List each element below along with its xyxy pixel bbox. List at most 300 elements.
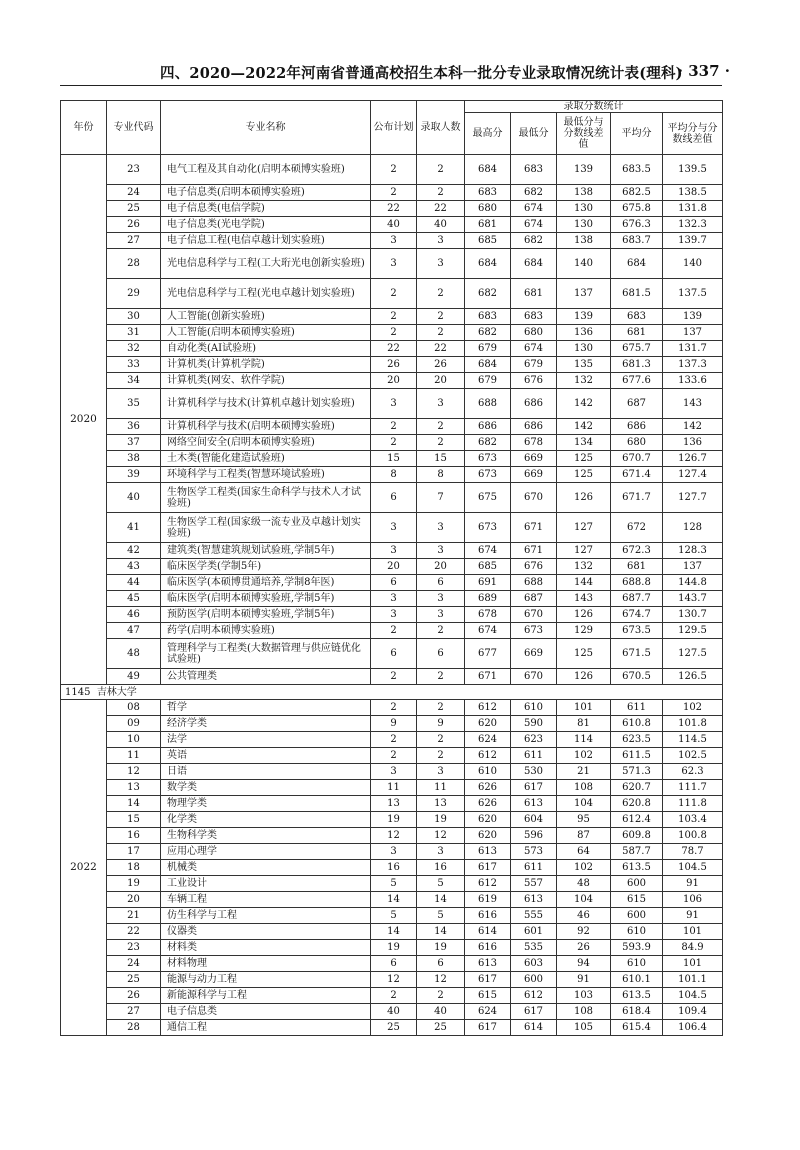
min-diff-cell: 108 bbox=[557, 1004, 611, 1020]
admitted-cell: 12 bbox=[417, 828, 465, 844]
min-diff-cell: 104 bbox=[557, 796, 611, 812]
name-cell: 电子信息类(电信学院) bbox=[161, 201, 371, 217]
min-diff-cell: 48 bbox=[557, 876, 611, 892]
plan-cell: 2 bbox=[371, 155, 417, 185]
avg-diff-cell: 91 bbox=[663, 908, 723, 924]
plan-cell: 5 bbox=[371, 876, 417, 892]
name-cell: 计算机类(计算机学院) bbox=[161, 357, 371, 373]
table-row bbox=[61, 233, 723, 249]
min-cell: 674 bbox=[511, 217, 557, 233]
avg-cell: 680 bbox=[611, 435, 663, 451]
min-diff-cell: 142 bbox=[557, 389, 611, 419]
avg-diff-cell: 101 bbox=[663, 924, 723, 940]
min-cell: 670 bbox=[511, 607, 557, 623]
admitted-cell: 19 bbox=[417, 940, 465, 956]
plan-cell: 26 bbox=[371, 357, 417, 373]
max-cell: 682 bbox=[465, 279, 511, 309]
table-row bbox=[61, 483, 723, 513]
min-diff-cell: 125 bbox=[557, 451, 611, 467]
plan-cell: 2 bbox=[371, 419, 417, 435]
max-cell: 688 bbox=[465, 389, 511, 419]
avg-diff-cell: 131.7 bbox=[663, 341, 723, 357]
max-cell: 673 bbox=[465, 467, 511, 483]
plan-cell: 8 bbox=[371, 467, 417, 483]
min-diff-cell: 91 bbox=[557, 972, 611, 988]
min-diff-cell: 138 bbox=[557, 185, 611, 201]
max-cell: 617 bbox=[465, 860, 511, 876]
table-row bbox=[61, 639, 723, 669]
max-cell: 678 bbox=[465, 607, 511, 623]
min-diff-cell: 26 bbox=[557, 940, 611, 956]
max-cell: 613 bbox=[465, 956, 511, 972]
avg-cell: 612.4 bbox=[611, 812, 663, 828]
avg-cell: 675.8 bbox=[611, 201, 663, 217]
avg-diff-cell: 102.5 bbox=[663, 748, 723, 764]
max-cell: 673 bbox=[465, 513, 511, 543]
avg-diff-cell: 129.5 bbox=[663, 623, 723, 639]
admitted-cell: 3 bbox=[417, 844, 465, 860]
max-cell: 671 bbox=[465, 669, 511, 685]
max-cell: 686 bbox=[465, 419, 511, 435]
avg-diff-cell: 126.5 bbox=[663, 669, 723, 685]
code-cell: 12 bbox=[107, 764, 161, 780]
avg-diff-cell: 84.9 bbox=[663, 940, 723, 956]
plan-cell: 22 bbox=[371, 201, 417, 217]
min-cell: 688 bbox=[511, 575, 557, 591]
admitted-cell: 40 bbox=[417, 1004, 465, 1020]
min-cell: 623 bbox=[511, 732, 557, 748]
min-diff-cell: 130 bbox=[557, 201, 611, 217]
col-name-header: 专业名称 bbox=[161, 101, 371, 155]
name-cell: 通信工程 bbox=[161, 1020, 371, 1036]
col-admitted-header: 录取人数 bbox=[417, 101, 465, 155]
plan-cell: 25 bbox=[371, 1020, 417, 1036]
plan-cell: 5 bbox=[371, 908, 417, 924]
name-cell: 预防医学(启明本硕博实验班,学制5年) bbox=[161, 607, 371, 623]
plan-cell: 3 bbox=[371, 249, 417, 279]
section-2020 bbox=[61, 155, 723, 685]
avg-diff-cell: 111.8 bbox=[663, 796, 723, 812]
plan-cell: 14 bbox=[371, 892, 417, 908]
admitted-cell: 25 bbox=[417, 1020, 465, 1036]
plan-cell: 6 bbox=[371, 639, 417, 669]
admitted-cell: 5 bbox=[417, 908, 465, 924]
avg-diff-cell: 62.3 bbox=[663, 764, 723, 780]
avg-diff-cell: 100.8 bbox=[663, 828, 723, 844]
avg-diff-cell: 127.5 bbox=[663, 639, 723, 669]
name-cell: 自动化类(AI试验班) bbox=[161, 341, 371, 357]
min-diff-cell: 127 bbox=[557, 543, 611, 559]
plan-cell: 19 bbox=[371, 940, 417, 956]
code-cell: 24 bbox=[107, 185, 161, 201]
table-row bbox=[61, 748, 723, 764]
table-row bbox=[61, 341, 723, 357]
avg-diff-cell: 101.1 bbox=[663, 972, 723, 988]
min-cell: 684 bbox=[511, 249, 557, 279]
avg-diff-cell: 103.4 bbox=[663, 812, 723, 828]
avg-diff-cell: 104.5 bbox=[663, 860, 723, 876]
code-cell: 14 bbox=[107, 796, 161, 812]
name-cell: 机械类 bbox=[161, 860, 371, 876]
name-cell: 能源与动力工程 bbox=[161, 972, 371, 988]
avg-cell: 571.3 bbox=[611, 764, 663, 780]
section-2022 bbox=[61, 700, 723, 1036]
avg-cell: 615.4 bbox=[611, 1020, 663, 1036]
plan-cell: 3 bbox=[371, 513, 417, 543]
min-diff-cell: 126 bbox=[557, 669, 611, 685]
plan-cell: 2 bbox=[371, 623, 417, 639]
avg-cell: 672 bbox=[611, 513, 663, 543]
avg-diff-cell: 101.8 bbox=[663, 716, 723, 732]
name-cell: 生物医学工程类(国家生命科学与技术人才试验班) bbox=[161, 483, 371, 513]
min-diff-cell: 137 bbox=[557, 279, 611, 309]
max-cell: 620 bbox=[465, 716, 511, 732]
avg-cell: 623.5 bbox=[611, 732, 663, 748]
code-cell: 32 bbox=[107, 341, 161, 357]
min-diff-cell: 134 bbox=[557, 435, 611, 451]
min-cell: 679 bbox=[511, 357, 557, 373]
max-cell: 620 bbox=[465, 828, 511, 844]
code-cell: 38 bbox=[107, 451, 161, 467]
min-cell: 678 bbox=[511, 435, 557, 451]
name-cell: 电子信息类 bbox=[161, 1004, 371, 1020]
min-cell: 613 bbox=[511, 796, 557, 812]
admitted-cell: 6 bbox=[417, 956, 465, 972]
code-cell: 22 bbox=[107, 924, 161, 940]
admitted-cell: 2 bbox=[417, 669, 465, 685]
table-row bbox=[61, 764, 723, 780]
admitted-cell: 6 bbox=[417, 575, 465, 591]
name-cell: 生物科学类 bbox=[161, 828, 371, 844]
min-cell: 673 bbox=[511, 623, 557, 639]
min-cell: 614 bbox=[511, 1020, 557, 1036]
min-diff-cell: 130 bbox=[557, 341, 611, 357]
table-row bbox=[61, 435, 723, 451]
plan-cell: 14 bbox=[371, 924, 417, 940]
avg-cell: 670.5 bbox=[611, 669, 663, 685]
table-row bbox=[61, 591, 723, 607]
plan-cell: 2 bbox=[371, 309, 417, 325]
min-diff-cell: 114 bbox=[557, 732, 611, 748]
code-cell: 26 bbox=[107, 988, 161, 1004]
avg-cell: 671.4 bbox=[611, 467, 663, 483]
min-cell: 573 bbox=[511, 844, 557, 860]
avg-cell: 687.7 bbox=[611, 591, 663, 607]
admitted-cell: 3 bbox=[417, 591, 465, 607]
name-cell: 哲学 bbox=[161, 700, 371, 716]
table-row bbox=[61, 876, 723, 892]
min-diff-cell: 102 bbox=[557, 860, 611, 876]
avg-cell: 611.5 bbox=[611, 748, 663, 764]
avg-diff-cell: 139 bbox=[663, 309, 723, 325]
table-row bbox=[61, 908, 723, 924]
max-cell: 691 bbox=[465, 575, 511, 591]
table-row bbox=[61, 309, 723, 325]
min-cell: 680 bbox=[511, 325, 557, 341]
max-cell: 683 bbox=[465, 185, 511, 201]
avg-diff-cell: 78.7 bbox=[663, 844, 723, 860]
name-cell: 人工智能(启明本硕博实验班) bbox=[161, 325, 371, 341]
avg-cell: 687 bbox=[611, 389, 663, 419]
max-cell: 679 bbox=[465, 373, 511, 389]
max-cell: 624 bbox=[465, 732, 511, 748]
admitted-cell: 16 bbox=[417, 860, 465, 876]
table-row bbox=[61, 892, 723, 908]
school-separator bbox=[61, 685, 723, 700]
plan-cell: 12 bbox=[371, 828, 417, 844]
name-cell: 电子信息工程(电信卓越计划实验班) bbox=[161, 233, 371, 249]
min-cell: 612 bbox=[511, 988, 557, 1004]
plan-cell: 6 bbox=[371, 956, 417, 972]
name-cell: 电子信息类(光电学院) bbox=[161, 217, 371, 233]
avg-cell: 671.7 bbox=[611, 483, 663, 513]
code-cell: 15 bbox=[107, 812, 161, 828]
name-cell: 计算机类(网安、软件学院) bbox=[161, 373, 371, 389]
code-cell: 40 bbox=[107, 483, 161, 513]
max-cell: 674 bbox=[465, 623, 511, 639]
min-diff-cell: 132 bbox=[557, 373, 611, 389]
min-cell: 670 bbox=[511, 483, 557, 513]
plan-cell: 22 bbox=[371, 341, 417, 357]
avg-diff-cell: 128.3 bbox=[663, 543, 723, 559]
code-cell: 42 bbox=[107, 543, 161, 559]
max-cell: 685 bbox=[465, 559, 511, 575]
name-cell: 临床医学(启明本硕博实验班,学制5年) bbox=[161, 591, 371, 607]
avg-cell: 587.7 bbox=[611, 844, 663, 860]
admitted-cell: 2 bbox=[417, 309, 465, 325]
min-cell: 686 bbox=[511, 419, 557, 435]
admitted-cell: 13 bbox=[417, 796, 465, 812]
avg-cell: 671.5 bbox=[611, 639, 663, 669]
name-cell: 光电信息科学与工程(光电卓越计划实验班) bbox=[161, 279, 371, 309]
table-row bbox=[61, 249, 723, 279]
code-cell: 35 bbox=[107, 389, 161, 419]
col-avg-header: 平均分 bbox=[611, 113, 663, 155]
min-cell: 676 bbox=[511, 559, 557, 575]
avg-diff-cell: 132.3 bbox=[663, 217, 723, 233]
avg-diff-cell: 143 bbox=[663, 389, 723, 419]
table-row bbox=[61, 716, 723, 732]
plan-cell: 3 bbox=[371, 764, 417, 780]
table-row bbox=[61, 279, 723, 309]
max-cell: 684 bbox=[465, 357, 511, 373]
plan-cell: 20 bbox=[371, 373, 417, 389]
table-row bbox=[61, 828, 723, 844]
min-diff-cell: 125 bbox=[557, 639, 611, 669]
plan-cell: 6 bbox=[371, 483, 417, 513]
admitted-cell: 3 bbox=[417, 543, 465, 559]
min-cell: 600 bbox=[511, 972, 557, 988]
min-diff-cell: 87 bbox=[557, 828, 611, 844]
max-cell: 610 bbox=[465, 764, 511, 780]
max-cell: 616 bbox=[465, 940, 511, 956]
max-cell: 619 bbox=[465, 892, 511, 908]
avg-diff-cell: 137 bbox=[663, 559, 723, 575]
avg-diff-cell: 104.5 bbox=[663, 988, 723, 1004]
table-row bbox=[61, 201, 723, 217]
table-row bbox=[61, 389, 723, 419]
min-cell: 686 bbox=[511, 389, 557, 419]
admitted-cell: 2 bbox=[417, 435, 465, 451]
admitted-cell: 3 bbox=[417, 764, 465, 780]
code-cell: 46 bbox=[107, 607, 161, 623]
min-cell: 603 bbox=[511, 956, 557, 972]
admitted-cell: 6 bbox=[417, 639, 465, 669]
avg-cell: 683 bbox=[611, 309, 663, 325]
admitted-cell: 14 bbox=[417, 924, 465, 940]
table-row bbox=[61, 972, 723, 988]
min-cell: 613 bbox=[511, 892, 557, 908]
avg-cell: 613.5 bbox=[611, 860, 663, 876]
col-year-header: 年份 bbox=[61, 101, 107, 155]
admitted-cell: 3 bbox=[417, 607, 465, 623]
avg-diff-cell: 126.7 bbox=[663, 451, 723, 467]
col-code-header: 专业代码 bbox=[107, 101, 161, 155]
min-diff-cell: 135 bbox=[557, 357, 611, 373]
min-cell: 682 bbox=[511, 233, 557, 249]
avg-diff-cell: 144.8 bbox=[663, 575, 723, 591]
admission-table bbox=[60, 100, 723, 1036]
school-name: 吉林大学 bbox=[96, 686, 137, 698]
name-cell: 电气工程及其自动化(启明本硕博实验班) bbox=[161, 155, 371, 185]
min-cell: 601 bbox=[511, 924, 557, 940]
min-cell: 674 bbox=[511, 201, 557, 217]
name-cell: 公共管理类 bbox=[161, 669, 371, 685]
min-diff-cell: 136 bbox=[557, 325, 611, 341]
avg-cell: 674.7 bbox=[611, 607, 663, 623]
avg-cell: 618.4 bbox=[611, 1004, 663, 1020]
max-cell: 681 bbox=[465, 217, 511, 233]
min-diff-cell: 130 bbox=[557, 217, 611, 233]
avg-diff-cell: 106.4 bbox=[663, 1020, 723, 1036]
avg-cell: 610 bbox=[611, 956, 663, 972]
plan-cell: 40 bbox=[371, 217, 417, 233]
name-cell: 工业设计 bbox=[161, 876, 371, 892]
min-diff-cell: 46 bbox=[557, 908, 611, 924]
year-cell: 2020 bbox=[61, 155, 107, 685]
code-cell: 21 bbox=[107, 908, 161, 924]
avg-cell: 611 bbox=[611, 700, 663, 716]
min-cell: 610 bbox=[511, 700, 557, 716]
plan-cell: 2 bbox=[371, 700, 417, 716]
code-cell: 31 bbox=[107, 325, 161, 341]
min-cell: 683 bbox=[511, 155, 557, 185]
min-cell: 611 bbox=[511, 748, 557, 764]
name-cell: 仿生科学与工程 bbox=[161, 908, 371, 924]
avg-cell: 683.5 bbox=[611, 155, 663, 185]
avg-diff-cell: 139.5 bbox=[663, 155, 723, 185]
min-diff-cell: 94 bbox=[557, 956, 611, 972]
code-cell: 19 bbox=[107, 876, 161, 892]
code-cell: 13 bbox=[107, 780, 161, 796]
min-cell: 674 bbox=[511, 341, 557, 357]
avg-cell: 681.3 bbox=[611, 357, 663, 373]
admitted-cell: 20 bbox=[417, 559, 465, 575]
max-cell: 675 bbox=[465, 483, 511, 513]
page-number: · 337 · bbox=[677, 62, 730, 80]
min-diff-cell: 21 bbox=[557, 764, 611, 780]
table-row bbox=[61, 575, 723, 591]
min-diff-cell: 126 bbox=[557, 483, 611, 513]
avg-cell: 681 bbox=[611, 325, 663, 341]
avg-cell: 672.3 bbox=[611, 543, 663, 559]
max-cell: 626 bbox=[465, 796, 511, 812]
min-cell: 676 bbox=[511, 373, 557, 389]
name-cell: 管理科学与工程类(大数据管理与供应链优化试验班) bbox=[161, 639, 371, 669]
code-cell: 17 bbox=[107, 844, 161, 860]
plan-cell: 15 bbox=[371, 451, 417, 467]
plan-cell: 2 bbox=[371, 325, 417, 341]
plan-cell: 3 bbox=[371, 844, 417, 860]
plan-cell: 40 bbox=[371, 1004, 417, 1020]
admitted-cell: 14 bbox=[417, 892, 465, 908]
avg-diff-cell: 101 bbox=[663, 956, 723, 972]
avg-diff-cell: 136 bbox=[663, 435, 723, 451]
plan-cell: 2 bbox=[371, 185, 417, 201]
code-cell: 24 bbox=[107, 956, 161, 972]
avg-cell: 681.5 bbox=[611, 279, 663, 309]
table-row bbox=[61, 1020, 723, 1036]
name-cell: 建筑类(智慧建筑规划试验班,学制5年) bbox=[161, 543, 371, 559]
min-cell: 530 bbox=[511, 764, 557, 780]
min-diff-cell: 139 bbox=[557, 309, 611, 325]
max-cell: 689 bbox=[465, 591, 511, 607]
avg-cell: 688.8 bbox=[611, 575, 663, 591]
max-cell: 673 bbox=[465, 451, 511, 467]
max-cell: 614 bbox=[465, 924, 511, 940]
admitted-cell: 2 bbox=[417, 732, 465, 748]
avg-cell: 676.3 bbox=[611, 217, 663, 233]
name-cell: 网络空间安全(启明本硕博实验班) bbox=[161, 435, 371, 451]
code-cell: 27 bbox=[107, 1004, 161, 1020]
name-cell: 新能源科学与工程 bbox=[161, 988, 371, 1004]
code-cell: 23 bbox=[107, 940, 161, 956]
min-diff-cell: 139 bbox=[557, 155, 611, 185]
name-cell: 生物医学工程(国家级一流专业及卓越计划实验班) bbox=[161, 513, 371, 543]
avg-cell: 609.8 bbox=[611, 828, 663, 844]
avg-diff-cell: 137.3 bbox=[663, 357, 723, 373]
admitted-cell: 20 bbox=[417, 373, 465, 389]
admitted-cell: 40 bbox=[417, 217, 465, 233]
table-row bbox=[61, 217, 723, 233]
table-row bbox=[61, 956, 723, 972]
col-min-diff-header: 最低分与分数线差值 bbox=[557, 113, 611, 155]
admitted-cell: 3 bbox=[417, 513, 465, 543]
avg-cell: 613.5 bbox=[611, 988, 663, 1004]
max-cell: 620 bbox=[465, 812, 511, 828]
plan-cell: 16 bbox=[371, 860, 417, 876]
admitted-cell: 3 bbox=[417, 249, 465, 279]
max-cell: 682 bbox=[465, 435, 511, 451]
avg-cell: 593.9 bbox=[611, 940, 663, 956]
min-diff-cell: 81 bbox=[557, 716, 611, 732]
max-cell: 674 bbox=[465, 543, 511, 559]
code-cell: 30 bbox=[107, 309, 161, 325]
plan-cell: 9 bbox=[371, 716, 417, 732]
code-cell: 18 bbox=[107, 860, 161, 876]
min-cell: 611 bbox=[511, 860, 557, 876]
code-cell: 28 bbox=[107, 249, 161, 279]
min-diff-cell: 102 bbox=[557, 748, 611, 764]
max-cell: 617 bbox=[465, 972, 511, 988]
avg-cell: 610.8 bbox=[611, 716, 663, 732]
avg-diff-cell: 137 bbox=[663, 325, 723, 341]
table-row bbox=[61, 669, 723, 685]
table-row bbox=[61, 543, 723, 559]
admitted-cell: 2 bbox=[417, 700, 465, 716]
max-cell: 679 bbox=[465, 341, 511, 357]
plan-cell: 2 bbox=[371, 748, 417, 764]
